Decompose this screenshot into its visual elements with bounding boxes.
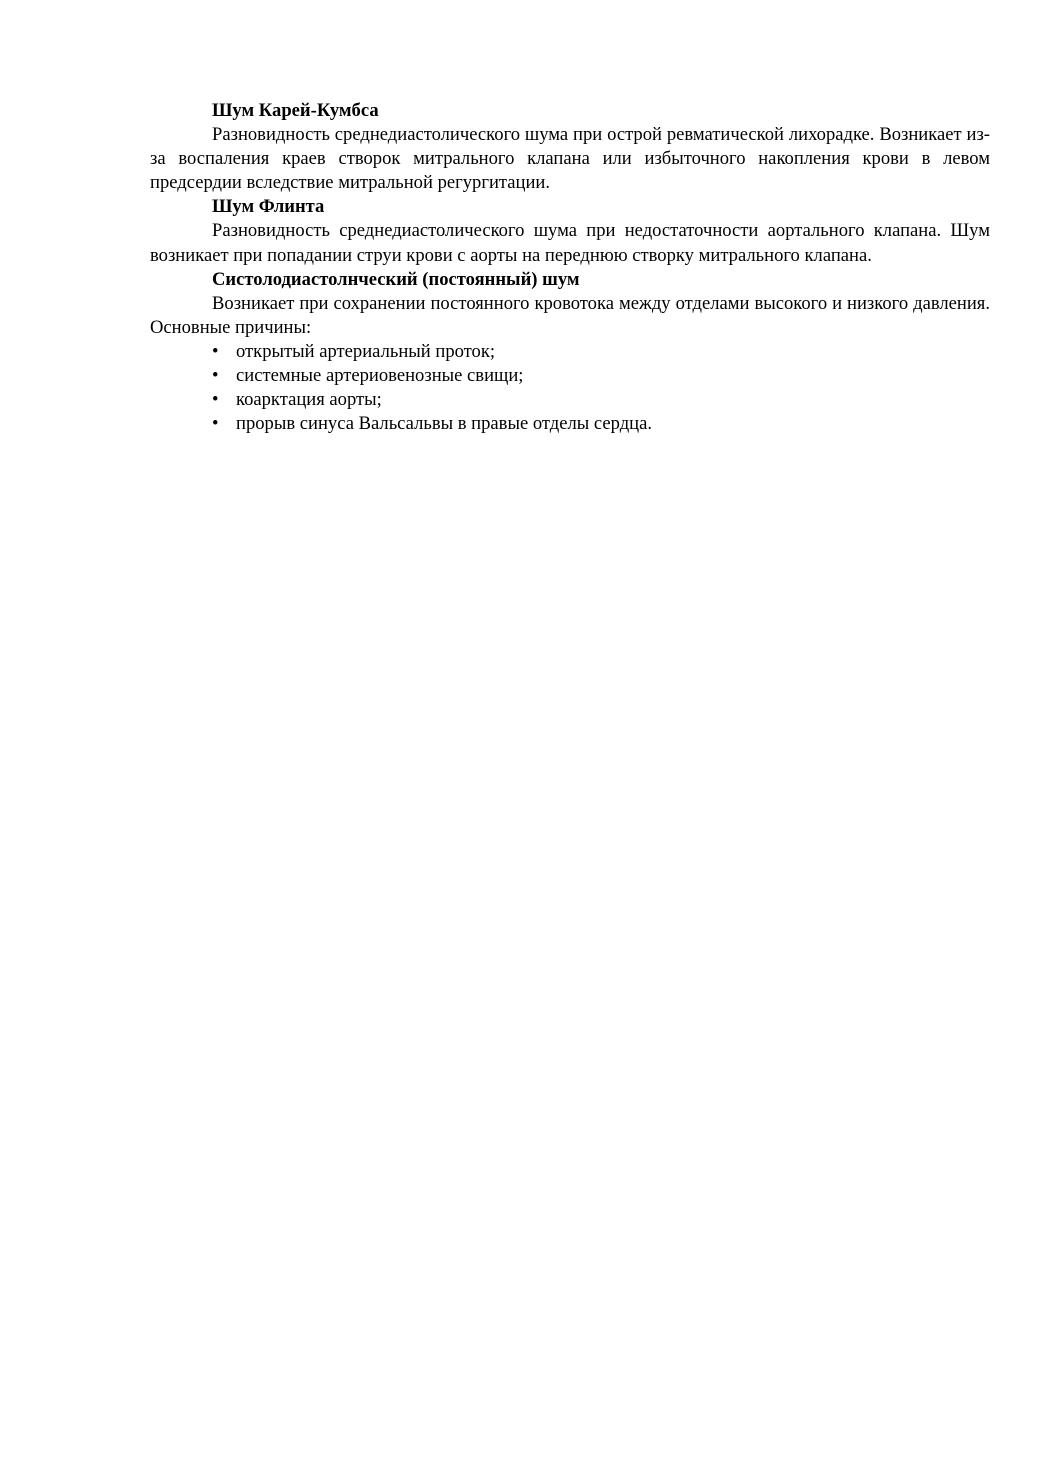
section-paragraph-flint: Разновидность среднедиастолического шума при недостаточности аортального клапана. Шум возникает при попадании струи крови с аорты на переднюю створку митрального клапана. xyxy=(150,220,990,266)
section-heading-continuous-murmur: Систолодиастолнческий (постоянный) шум xyxy=(212,268,580,290)
list-item xyxy=(150,388,990,412)
list-item xyxy=(150,340,990,364)
list-item-text: коарктация аорты; xyxy=(236,389,382,411)
bullet-icon: • xyxy=(212,389,219,411)
document-page xyxy=(150,99,990,436)
list-item-text: открытый артериальный проток; xyxy=(236,340,496,362)
bullet-icon: • xyxy=(212,365,219,387)
list-item xyxy=(150,412,990,436)
bullet-icon: • xyxy=(212,413,219,435)
causes-list xyxy=(150,340,990,436)
bullet-icon: • xyxy=(212,340,219,362)
section-paragraph-continuous-murmur: Возникает при сохранении постоянного кровотока между отделами высокого и низкого давления. Основные причины: xyxy=(150,292,990,338)
list-item xyxy=(150,364,990,388)
section-heading-flint: Шум Флинта xyxy=(212,196,325,218)
section-paragraph-carey-coombs: Разновидность среднедиастолического шума при острой ревматической лихорадке. Возникает из-за воспаления краев створок митрального клапана или избыточного накопления крови в левом предсердии вследствие митральной регургитации. xyxy=(150,124,990,194)
section-heading-carey-coombs: Шум Карей-Кумбса xyxy=(212,100,379,121)
list-item-text: прорыв синуса Вальсальвы в правые отделы сердца. xyxy=(236,413,653,435)
list-item-text: системные артериовенозные свищи; xyxy=(236,365,524,387)
